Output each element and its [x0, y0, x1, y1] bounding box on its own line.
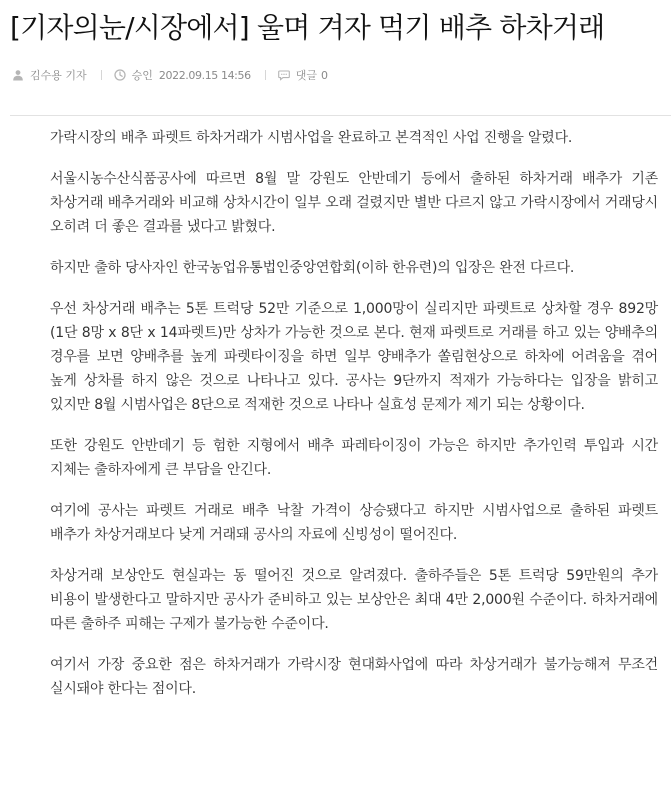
meta-divider: [101, 70, 102, 80]
comments-count: 0: [320, 68, 328, 82]
header-divider: [10, 115, 671, 116]
article-paragraph: 여기서 가장 중요한 점은 하차거래가 가락시장 현대화사업에 따라 차상거래가 불가능해져 무조건 실시돼야 한다는 점이다.: [50, 657, 658, 697]
article-body: [50, 126, 658, 718]
article-paragraph: 차상거래 보상안도 현실과는 동 떨어진 것으로 알려졌다. 출하주들은 5톤 트럭당 59만원의 추가 비용이 발생한다고 말하지만 공사가 준비하고 있는 보상안은 최대 4만 2,000원 수준이다. 하차거래에 따른 출하주 피해는 구제가 불가능한 수준이다.: [50, 568, 658, 632]
article-paragraph: 서울시농수산식품공사에 따르면 8월 말 강원도 안반데기 등에서 출하된 하차거래 배추가 기존 차상거래 배추거래와 비교해 상차시간이 일부 오래 걸렸지만 별반 다르지 않고 가락시장에서 거래당시 오히려 더 좋은 결과를 냈다고 밝혔다.: [50, 171, 658, 235]
person-icon: [12, 69, 24, 81]
approved-info: [114, 67, 251, 83]
article-paragraph: 또한 강원도 안반데기 등 험한 지형에서 배추 파레타이징이 가능은 하지만 추가인력 투입과 시간 지체는 출하자에게 큰 부담을 안긴다.: [50, 438, 658, 478]
article-paragraph: 우선 차상거래 배추는 5톤 트럭당 52만 기준으로 1,000망이 실리지만 파렛트로 상차할 경우 892망(1단 8망 x 8단 x 14파렛트)만 상차가 가능한 것으로 본다. 현재 파렛트로 거래를 하고 있는 양배추의 경우를 보면 양배추를 높게 파렛타이징을 하면 일부 양배추가 쏠림현상으로 하차에 어려움을 겪어 높게 상차를 하지 않은 것으로 나타나고 있다. 공사는 9단까지 적재가 가능하다는 입장을 밝히고 있지만 8월 시범사업은 8단으로 적재한 것으로 나타나 실효성 문제가 제기 되는 상황이다.: [50, 301, 658, 413]
article-paragraph: 여기에 공사는 파렛트 거래로 배추 낙찰 가격이 상승됐다고 하지만 시범사업으로 출하된 파렛트 배추가 차상거래보다 낮게 거래돼 공사의 자료에 신빙성이 떨어진다.: [50, 503, 658, 543]
author-info: [12, 67, 87, 83]
article-paragraph: 하지만 출하 당사자인 한국농업유통법인중앙연합회(이하 한유련)의 입장은 완전 다르다.: [50, 260, 575, 276]
article-paragraph: 가락시장의 배추 파렛트 하차거래가 시범사업을 완료하고 본격적인 사업 진행을 알렸다.: [50, 130, 573, 146]
clock-icon: [114, 69, 126, 81]
article-meta: [12, 66, 328, 84]
comments-label: 댓글: [295, 69, 317, 82]
approved-label: 승인: [131, 69, 153, 82]
speech-bubble-icon: [278, 69, 290, 81]
comments-info[interactable]: [278, 67, 328, 83]
approved-datetime: 2022.09.15 14:56: [158, 68, 251, 82]
article-title: [기자의눈/시장에서] 울며 겨자 먹기 배추 하차거래: [10, 11, 605, 44]
meta-divider: [265, 70, 266, 80]
author-name[interactable]: 김수용 기자: [30, 69, 87, 82]
